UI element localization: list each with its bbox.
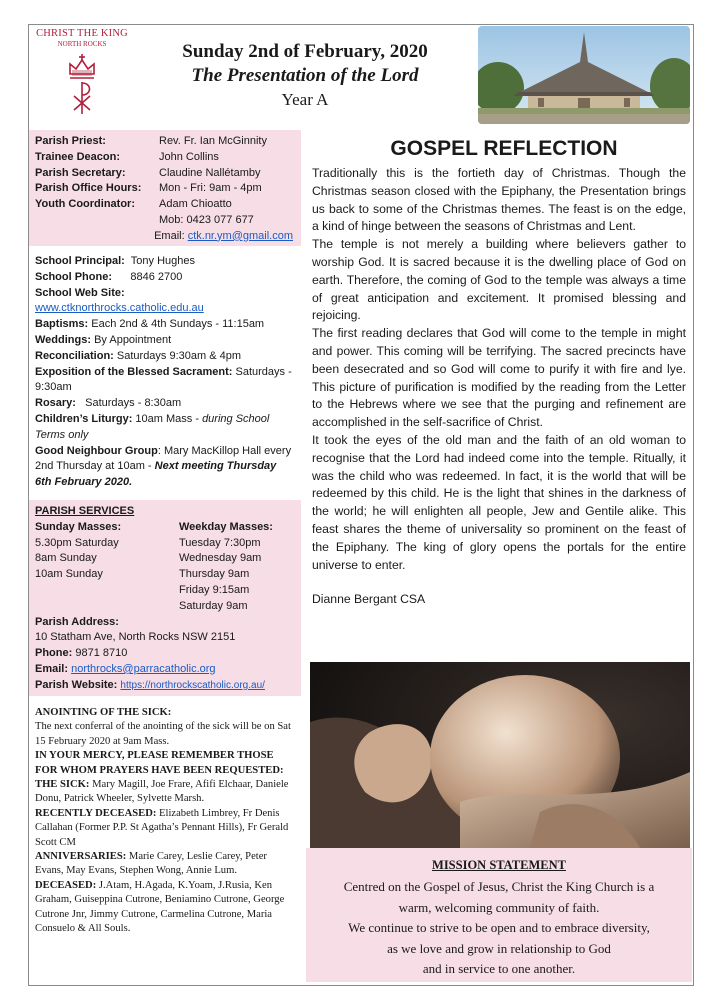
weekday-mass: Saturday 9am (179, 599, 248, 612)
youth-label: Youth Coordinator: (35, 198, 135, 211)
youth-email-link[interactable]: ctk.nr.ym@gmail.com (187, 229, 293, 242)
weekday-mass: Wednesday 9am (179, 552, 262, 565)
website-label: Parish Website: (35, 678, 121, 691)
weekday-mass: Thursday 9am (179, 568, 250, 581)
bulletin-date: Sunday 2nd of February, 2020 (182, 41, 428, 62)
youth-email-label: Email: (154, 229, 188, 242)
sunday-mass: 10am Sunday (35, 568, 103, 581)
mission-line: and in service to one another. (422, 961, 576, 976)
gospel-paragraph: The temple is not merely a building where believers gather to worship God. It is sacred because it is the dwelling place of God on earth. Therefore, the coming of God to the temple was always a time of great anticipation and excitement. It promised blessing and rejoicing. (312, 237, 686, 323)
mission-line: warm, welcoming community of faith. (398, 899, 600, 915)
liturgical-year: Year A (281, 90, 329, 109)
school-web-label: School Web Site: (35, 286, 125, 299)
office-hours-label: Parish Office Hours: (35, 182, 142, 195)
school-and-sacraments (29, 252, 301, 492)
sick-names: Mary Magill, Joe Frare, Afifi Elchaar, Daniele Donu, Patrick Wheeler, Sylvette Marsh. (35, 779, 289, 805)
mission-line: Centred on the Gospel of Jesus, Christ the King Church is a (343, 879, 655, 894)
rosary-times: Saturdays - 8:30am (75, 397, 182, 410)
phone-label: Phone: (35, 647, 73, 660)
feast-name: The Presentation of the Lord (191, 65, 419, 86)
parish-email-link[interactable]: northrocks@parracatholic.org (71, 662, 216, 675)
mission-line: We continue to strive to be open and to embrace diversity, (348, 920, 650, 935)
sunday-mass (35, 599, 179, 615)
mission-line: as we love and grow in relationship to God (387, 940, 611, 956)
deceased-label: DECEASED: (35, 879, 97, 891)
crown-chi-rho-icon (62, 52, 102, 116)
parish-phone: 9871 8710 (72, 647, 128, 660)
baby-in-hands-photo (310, 662, 690, 848)
gospel-author: Dianne Bergant CSA (312, 592, 426, 607)
secretary-name: Claudine Nallétamby (159, 166, 261, 179)
principal-name: Tony Hughes (124, 255, 195, 267)
services-title: PARISH SERVICES (35, 505, 135, 517)
exposition-label: Exposition of the Blessed Sacrament: (35, 365, 233, 378)
sunday-mass (35, 583, 179, 599)
logo-title: CHRIST THE KING (36, 28, 128, 39)
prayer-notices (29, 706, 301, 976)
sunday-mass: 8am Sunday (35, 552, 97, 565)
youth-name: Adam Chioatto (159, 198, 232, 211)
school-web-link[interactable]: www.ctknorthrocks.catholic.edu.au (35, 302, 204, 315)
anniversaries-label: ANNIVERSARIES: (35, 851, 127, 863)
school-phone: 8846 2700 (112, 270, 183, 283)
parish-logo (32, 28, 132, 124)
priest-label: Parish Priest: (35, 135, 106, 147)
gospel-paragraph: The first reading declares that God will come to the temple in might and power. This coming will be terrifying. The sacred precincts have been desecrated and so God will come to purify it with fire and lye. This picture of purification is modified by the reading from the Letter to the Hebrews where we see that the purging and refinement are accomplished in the self-sacrifice of Christ. (312, 326, 686, 430)
reconciliation-times: Saturdays 9:30am & 4pm (113, 349, 242, 362)
sunday-mass: 5.30pm Saturday (35, 536, 119, 549)
church-photo (478, 26, 690, 124)
sunday-masses-label: Sunday Masses: (35, 520, 122, 533)
deacon-label: Trainee Deacon: (35, 150, 120, 163)
parish-address: 10 Statham Ave, North Rocks NSW 2151 (35, 631, 236, 644)
liturgy-label: Children’s Liturgy: (35, 412, 133, 425)
sick-label: THE SICK: (35, 779, 90, 791)
gospel-paragraph: It took the eyes of the old man and the faith of an old woman to recognise that the Lord had indeed come into the temple. Ritually, it was the child who was redeemed. In fact, it is the world that will be redeemed by this child. He is the light that shines in the darkness of the world; he will enlighten all people, Jew and Gentile alike. This feast shares the theme of universality so prominent on the feast of the Epiphany. The king of glory opens the portals for the entire universe to enter. (312, 432, 686, 572)
weddings-info: By Appointment (91, 333, 172, 346)
logo-subtitle: NORTH ROCKS (57, 40, 107, 48)
parish-website-link[interactable]: https://northrockscatholic.org.au/ (120, 679, 265, 691)
liturgy-time: 10am Mass - (132, 412, 203, 425)
baptisms-times: Each 2nd & 4th Sundays - 11:15am (88, 318, 265, 331)
gospel-title: GOSPEL REFLECTION (390, 137, 618, 160)
deceased-names: J.Atam, H.Agada, K.Yoam, J.Rusia, Ken Graham, Guiseppina Cutrone, Beniamino Cutrone, George Cutrone Jnr, Jimmy Cutrone, Carmelina Cutrone, Maria Consuelo & All Souls. (35, 879, 285, 935)
address-label: Parish Address: (35, 615, 119, 628)
deacon-name: John Collins (159, 150, 219, 163)
reconciliation-label: Reconciliation: (35, 349, 114, 362)
school-phone-label: School Phone: (35, 270, 112, 283)
weekday-masses-label: Weekday Masses: (179, 520, 273, 533)
baptisms-label: Baptisms: (35, 318, 89, 331)
gospel-reflection (312, 135, 686, 606)
liturgy-note: during School Terms only (35, 412, 270, 441)
exposition-times: Saturdays - 9:30am (35, 365, 292, 394)
secretary-label: Parish Secretary: (35, 166, 126, 179)
anniversaries-names: Marie Carey, Leslie Carey, Peter Evans, May Evans, Stephen Wong, Annie Lum. (35, 851, 267, 877)
principal-label: School Principal: (35, 255, 125, 267)
mercy-heading: IN YOUR MERCY, PLEASE REMEMBER THOSE FOR WHOM PRAYERS HAVE BEEN REQUESTED: (35, 750, 284, 776)
weddings-label: Weddings: (35, 333, 92, 346)
mission-title: MISSION STATEMENT (432, 858, 566, 872)
neighbour-info: : Mary MacKillop Hall every 2nd Thursday at 10am - (35, 444, 292, 473)
email-label: Email: (35, 662, 72, 675)
neighbour-next-meeting: Next meeting Thursday 6th February 2020. (35, 460, 277, 489)
office-hours: Mon - Fri: 9am - 4pm (159, 182, 262, 195)
parish-services (29, 500, 301, 696)
anointing-text: The next conferral of the anointing of the sick will be on Sat 15 February 2020 at 9am Mass. (35, 721, 291, 747)
neighbour-label: Good Neighbour Group (35, 444, 158, 457)
rosary-label: Rosary: (35, 397, 76, 410)
recently-deceased-names: Elizabeth Limbrey, Fr Denis Callahan (Former P.P. St Agatha’s Pennant Hills), Fr Gerald Scott CM (35, 807, 289, 848)
anointing-title: ANOINTING OF THE SICK: (35, 707, 172, 718)
mission-statement (306, 848, 692, 982)
bulletin-title (150, 40, 460, 112)
gospel-paragraph: Traditionally this is the fortieth day of Christmas. Though the Christmas season closed with the Epiphany, the Presentation brings us back to some of the Christmas themes. The feast is on the edge, a kind of hinge between the seasons of Christmas and Lent. (312, 166, 686, 234)
youth-mobile: Mob: 0423 077 677 (159, 213, 254, 226)
parish-contacts (29, 130, 301, 246)
recently-deceased-label: RECENTLY DECEASED: (35, 807, 157, 819)
priest-name: Rev. Fr. Ian McGinnity (159, 135, 267, 147)
weekday-mass: Tuesday 7:30pm (179, 536, 261, 549)
weekday-mass: Friday 9:15am (179, 583, 250, 596)
